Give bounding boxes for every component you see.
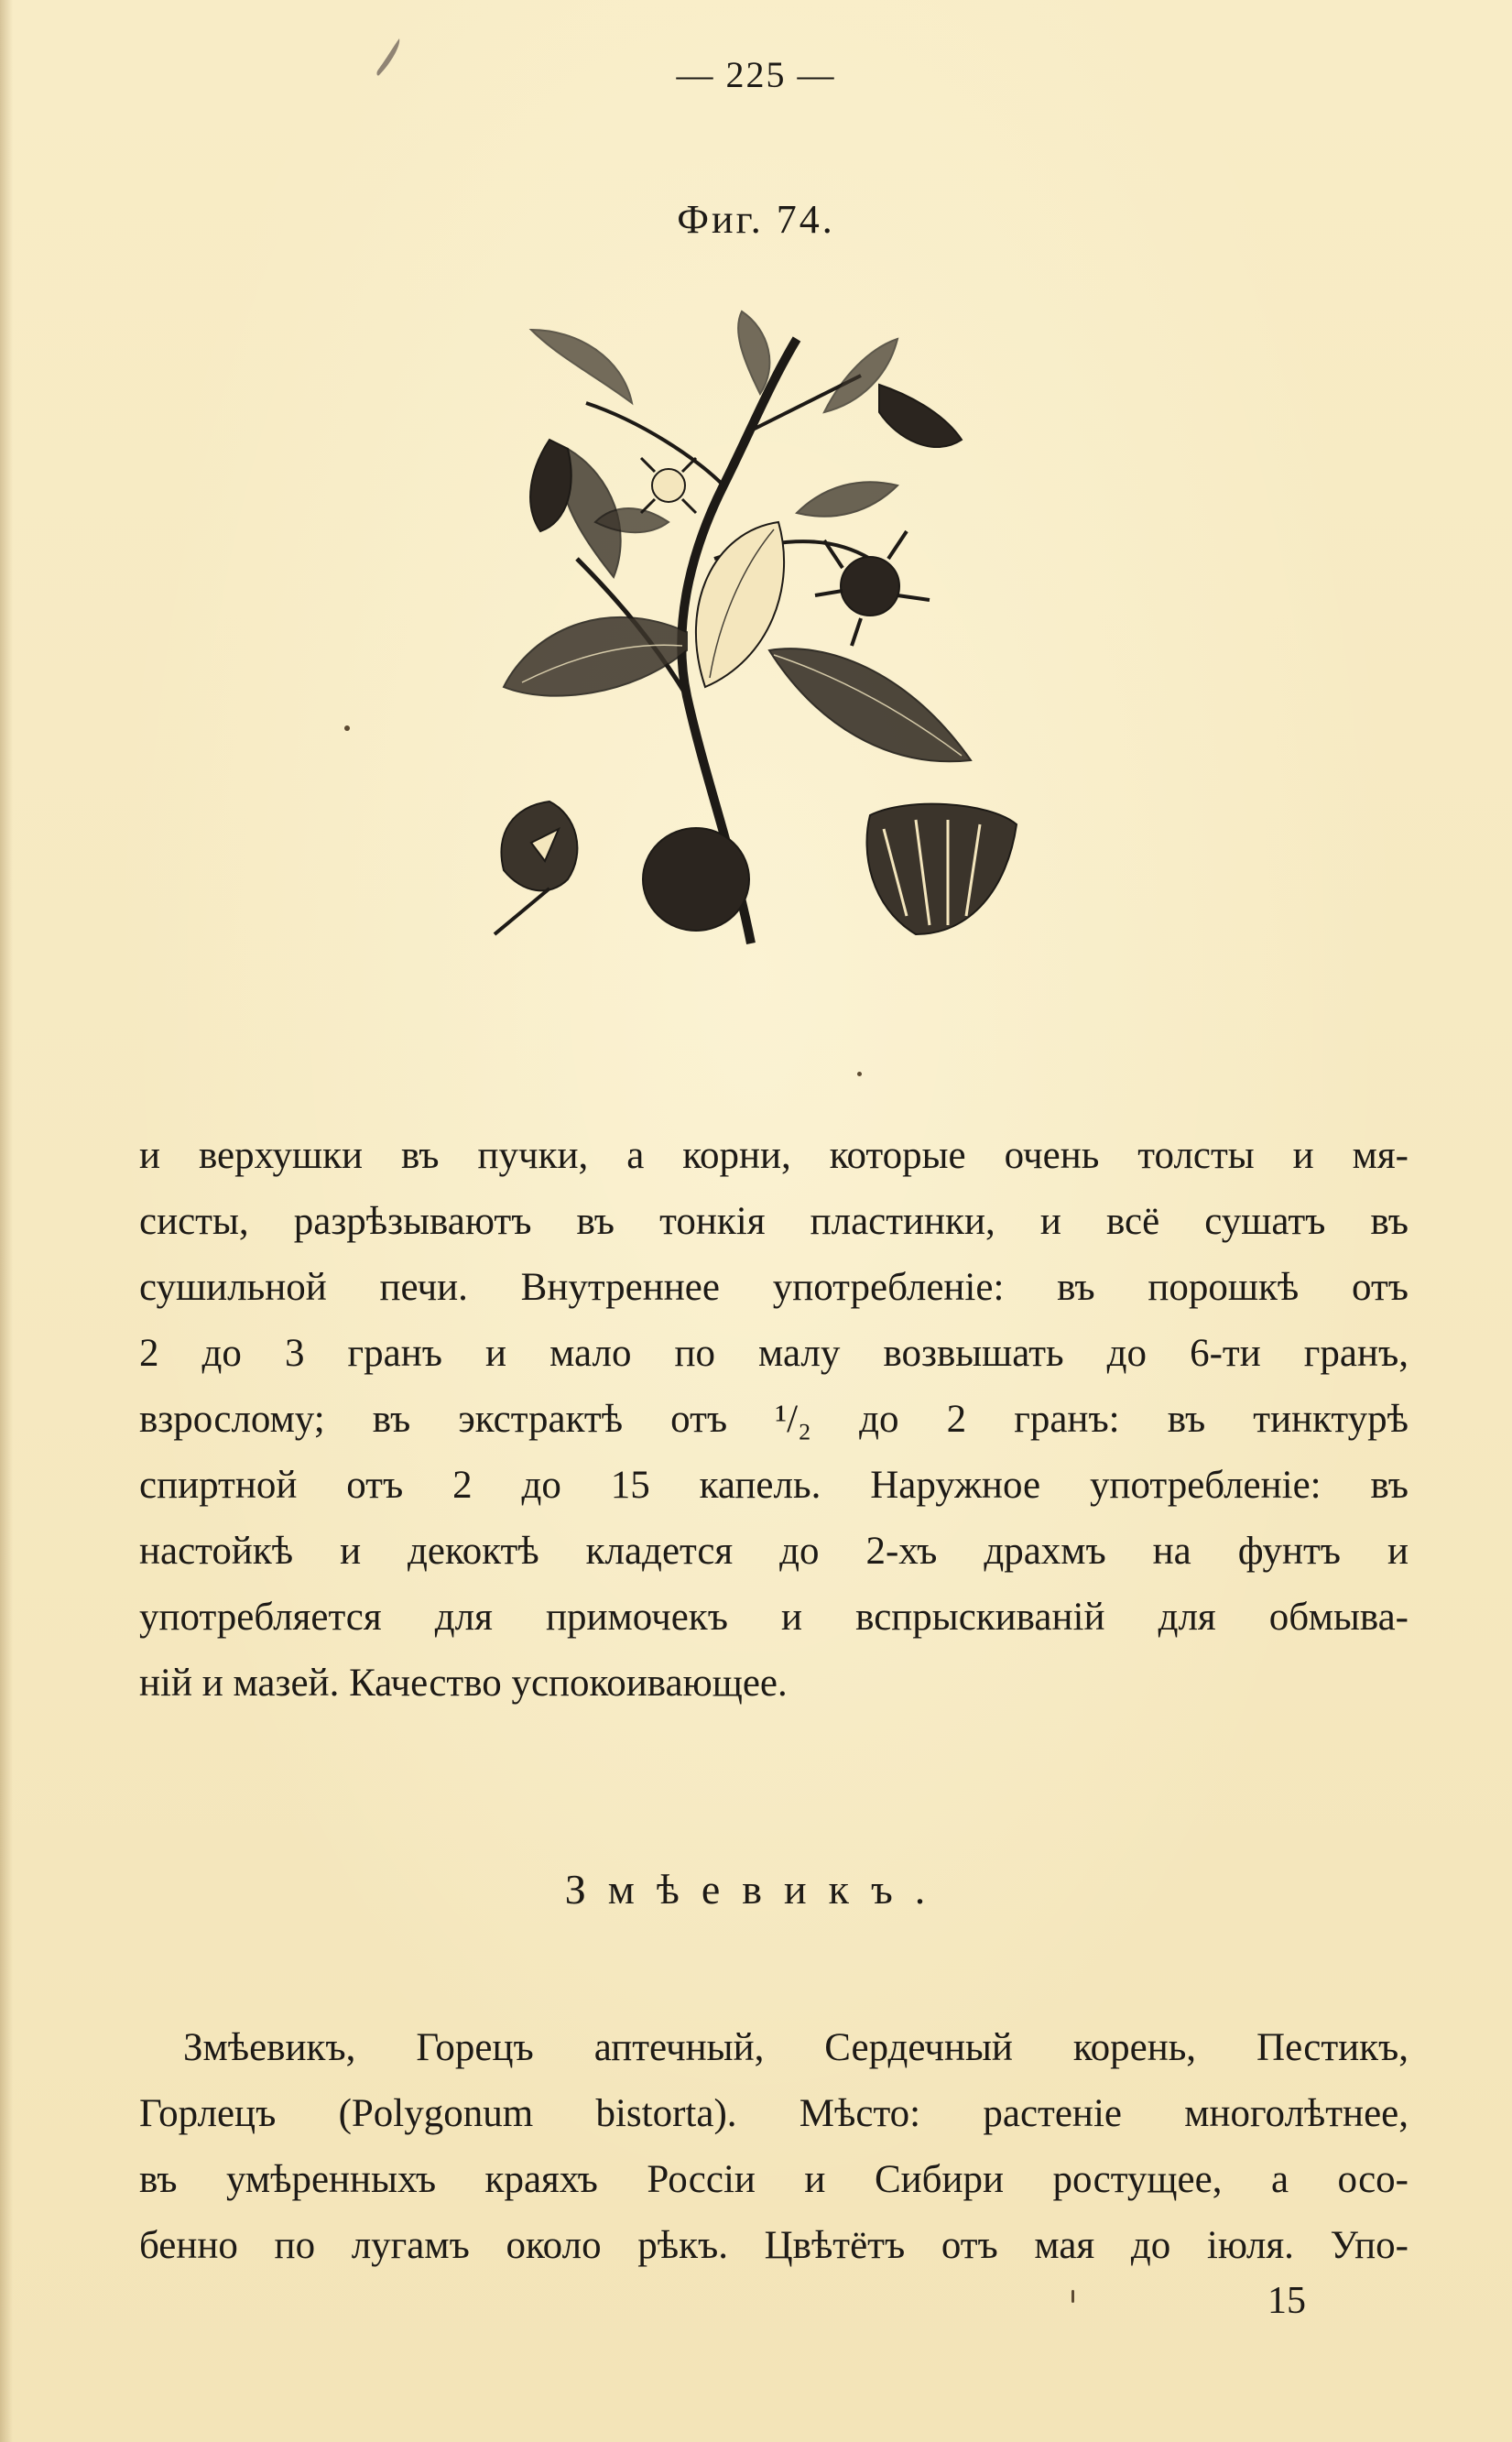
text-line: сушильной печи. Внутреннее употребленіе: въ порошкѣ отъ — [139, 1266, 1409, 1309]
signature-mark: 15 — [1267, 2280, 1306, 2322]
text-line: въ умѣренныхъ краяхъ Россіи и Сибири ростущее, а осо- — [139, 2158, 1409, 2201]
text-line: бенно по лугамъ около рѣкъ. Цвѣтётъ отъ мая до іюля. Упо- — [139, 2224, 1409, 2267]
page-number: — 225 — — [676, 54, 836, 95]
text-line: систы, разрѣзываютъ въ тонкія пластинки, и всё сушатъ въ — [139, 1200, 1409, 1243]
belladonna-plant-figure — [476, 302, 1044, 1008]
paper-speck — [1071, 2290, 1074, 2303]
text-line: взрослому; въ экстрактѣ отъ ¹/₂ до 2 гранъ: въ тинктурѣ — [139, 1398, 1409, 1441]
page-edge-shadow — [0, 0, 13, 2442]
paragraph-zmeevik-description — [139, 2015, 1409, 2279]
text-line: ній и мазей. Качество успокоивающее. — [139, 1662, 788, 1705]
text-line: употребляется для примочекъ и вспрыскиваній для обмыва- — [139, 1596, 1409, 1639]
paragraph-belladonna-usage — [139, 1123, 1409, 1717]
text-line: Змѣевикъ, Горецъ аптечный, Сердечный корень, Пестикъ, — [183, 2026, 1409, 2069]
text-line: Горлецъ (Polygonum bistorta). Мѣсто: растеніе многолѣтнее, — [139, 2092, 1409, 2135]
paper-speck — [857, 1072, 862, 1076]
text-line: спиртной отъ 2 до 15 капель. Наружное употребленіе: въ — [139, 1464, 1409, 1507]
text-line: и верхушки въ пучки, а корни, которые очень толсты и мя- — [139, 1134, 1409, 1177]
text-line: 2 до 3 гранъ и мало по малу возвышать до 6-ти гранъ, — [139, 1332, 1409, 1375]
paper-speck — [344, 725, 350, 731]
section-heading: Змѣевикъ. — [564, 1866, 948, 1913]
text-line: настойкѣ и декоктѣ кладется до 2-хъ драхмъ на фунтъ и — [139, 1530, 1409, 1573]
figure-caption: Фиг. 74. — [677, 197, 835, 242]
